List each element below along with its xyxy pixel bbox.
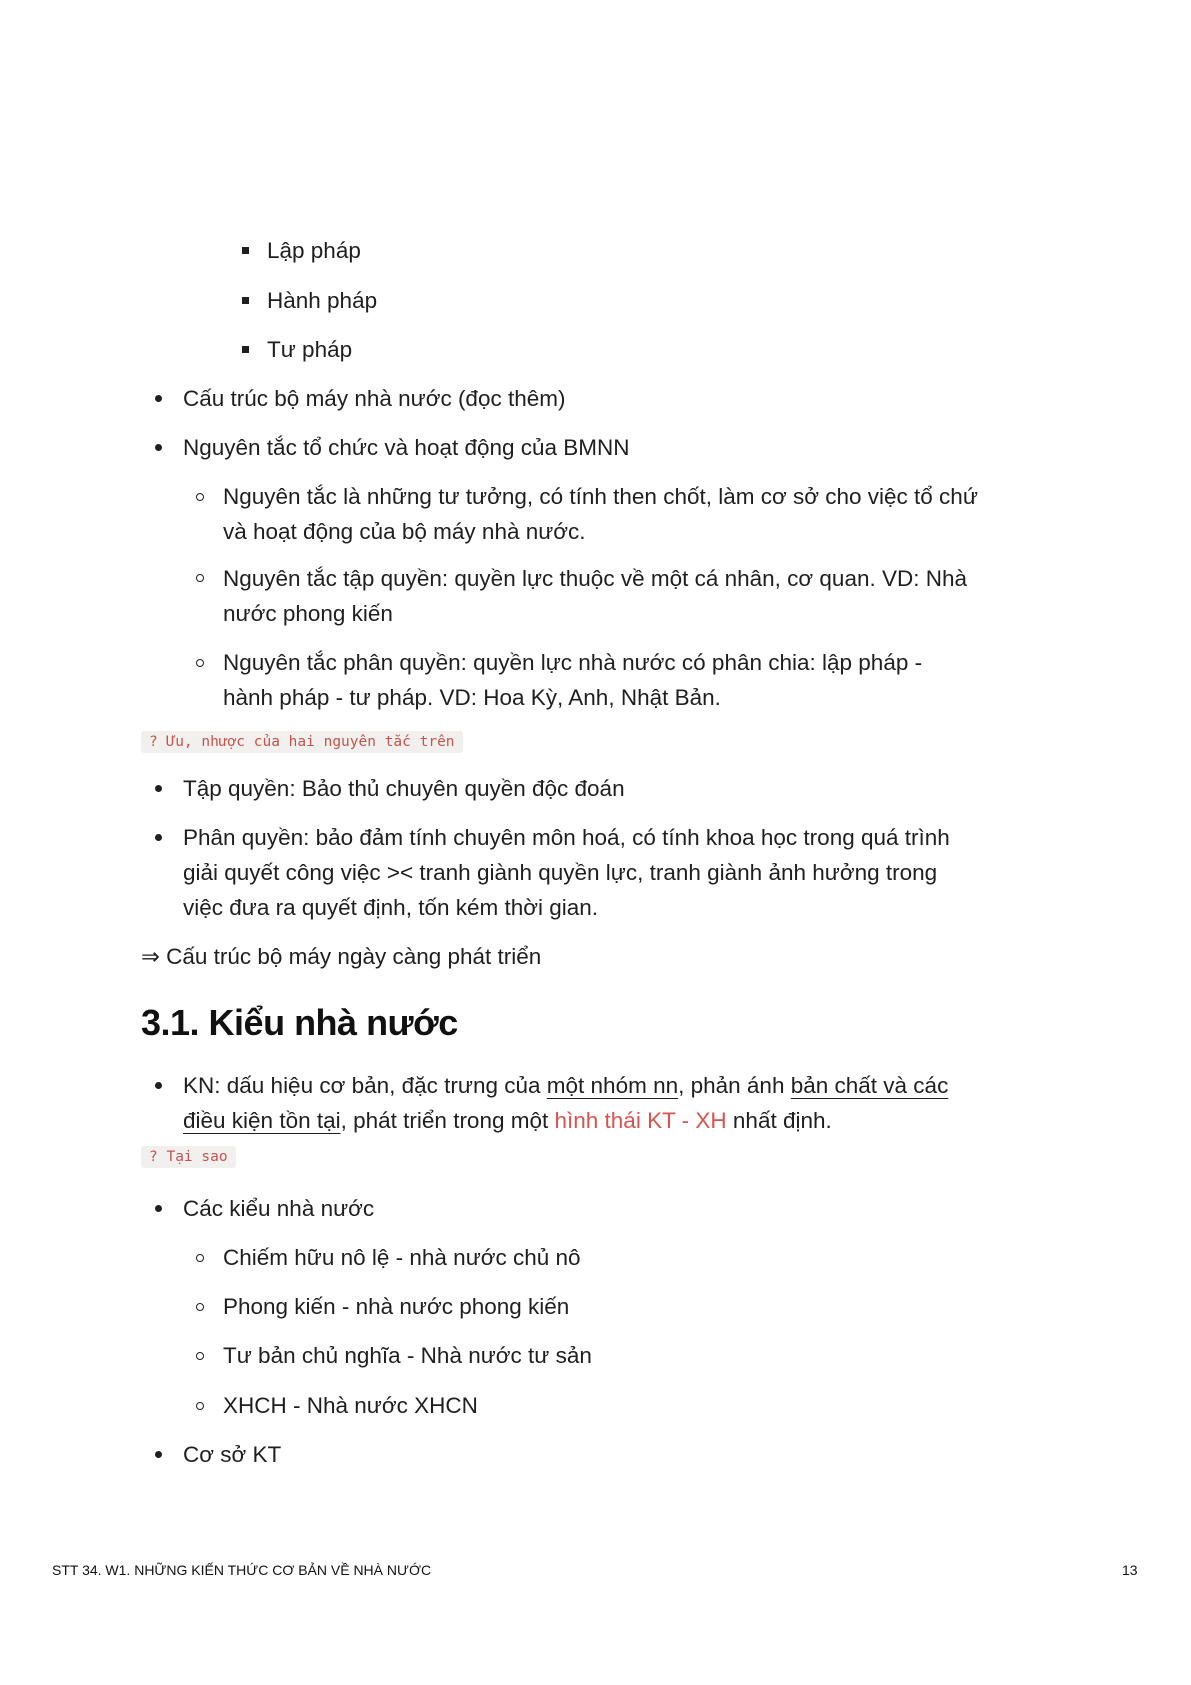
page-footer-title: STT 34. W1. NHỮNG KIẾN THỨC CƠ BẢN VỀ NHÀ NƯỚC	[52, 1562, 432, 1578]
bullet-icon	[155, 834, 162, 841]
list-item: Tư pháp	[267, 337, 353, 362]
section-heading: 3.1. Kiểu nhà nước	[141, 1002, 458, 1043]
inline-code-question: ? Ưu, nhược của hai nguyên tắc trên	[141, 731, 463, 753]
list-item-continuation: việc đưa ra quyết định, tốn kém thời gian.	[183, 895, 599, 920]
circle-bullet-icon	[196, 493, 204, 501]
definition-line-1: KN: dấu hiệu cơ bản, đặc trưng của một nhóm nn, phản ánh bản chất và các	[183, 1073, 949, 1098]
highlighted-term: hình thái KT - XH	[554, 1108, 727, 1133]
circle-bullet-icon	[196, 1303, 204, 1311]
underlined-term: điều kiện tồn tại	[183, 1108, 341, 1133]
list-item: Tập quyền: Bảo thủ chuyên quyền độc đoán	[183, 776, 625, 801]
bullet-icon	[155, 444, 162, 451]
list-item: Tư bản chủ nghĩa - Nhà nước tư sản	[223, 1343, 592, 1368]
bullet-icon	[155, 1205, 162, 1212]
circle-bullet-icon	[196, 659, 204, 667]
list-item: Nguyên tắc tổ chức và hoạt động của BMNN	[183, 435, 630, 460]
underlined-term: bản chất và các	[790, 1073, 949, 1098]
list-item: Hành pháp	[267, 288, 378, 313]
list-item-continuation: và hoạt động của bộ máy nhà nước.	[223, 519, 586, 544]
circle-bullet-icon	[196, 574, 204, 582]
list-item: Nguyên tắc tập quyền: quyền lực thuộc về một cá nhân, cơ quan. VD: Nhà	[223, 566, 968, 591]
square-bullet-icon	[242, 346, 249, 353]
square-bullet-icon	[242, 297, 249, 304]
list-item: Phân quyền: bảo đảm tính chuyên môn hoá, có tính khoa học trong quá trình	[183, 825, 950, 850]
bullet-icon	[155, 785, 162, 792]
page-number: 13	[1122, 1562, 1138, 1578]
list-item-continuation: nước phong kiến	[223, 601, 393, 626]
list-item: Chiếm hữu nô lệ - nhà nước chủ nô	[223, 1245, 581, 1270]
circle-bullet-icon	[196, 1352, 204, 1360]
inline-code-question: ? Tại sao	[141, 1146, 236, 1168]
list-item: XHCH - Nhà nước XHCN	[223, 1393, 478, 1418]
list-item: Cấu trúc bộ máy nhà nước (đọc thêm)	[183, 386, 566, 411]
bullet-icon	[155, 1082, 162, 1089]
circle-bullet-icon	[196, 1254, 204, 1262]
list-item: Nguyên tắc phân quyền: quyền lực nhà nước có phân chia: lập pháp -	[223, 650, 923, 675]
list-item: Cơ sở KT	[183, 1442, 282, 1467]
underlined-term: một nhóm nn	[546, 1073, 679, 1098]
list-item: Các kiểu nhà nước	[183, 1196, 375, 1221]
list-item-continuation: giải quyết công việc >< tranh giành quyền lực, tranh giành ảnh hưởng trong	[183, 860, 938, 885]
list-item: Nguyên tắc là những tư tưởng, có tính then chốt, làm cơ sở cho việc tổ chứ	[223, 484, 978, 509]
definition-line-2: điều kiện tồn tại, phát triển trong một hình thái KT - XH nhất định.	[183, 1108, 832, 1133]
list-item-continuation: hành pháp - tư pháp. VD: Hoa Kỳ, Anh, Nhật Bản.	[223, 685, 721, 710]
list-item: Phong kiến - nhà nước phong kiến	[223, 1294, 570, 1319]
conclusion-text: ⇒ Cấu trúc bộ máy ngày càng phát triển	[141, 944, 542, 969]
circle-bullet-icon	[196, 1402, 204, 1410]
bullet-icon	[155, 395, 162, 402]
square-bullet-icon	[242, 247, 249, 254]
bullet-icon	[155, 1451, 162, 1458]
list-item: Lập pháp	[267, 238, 361, 263]
